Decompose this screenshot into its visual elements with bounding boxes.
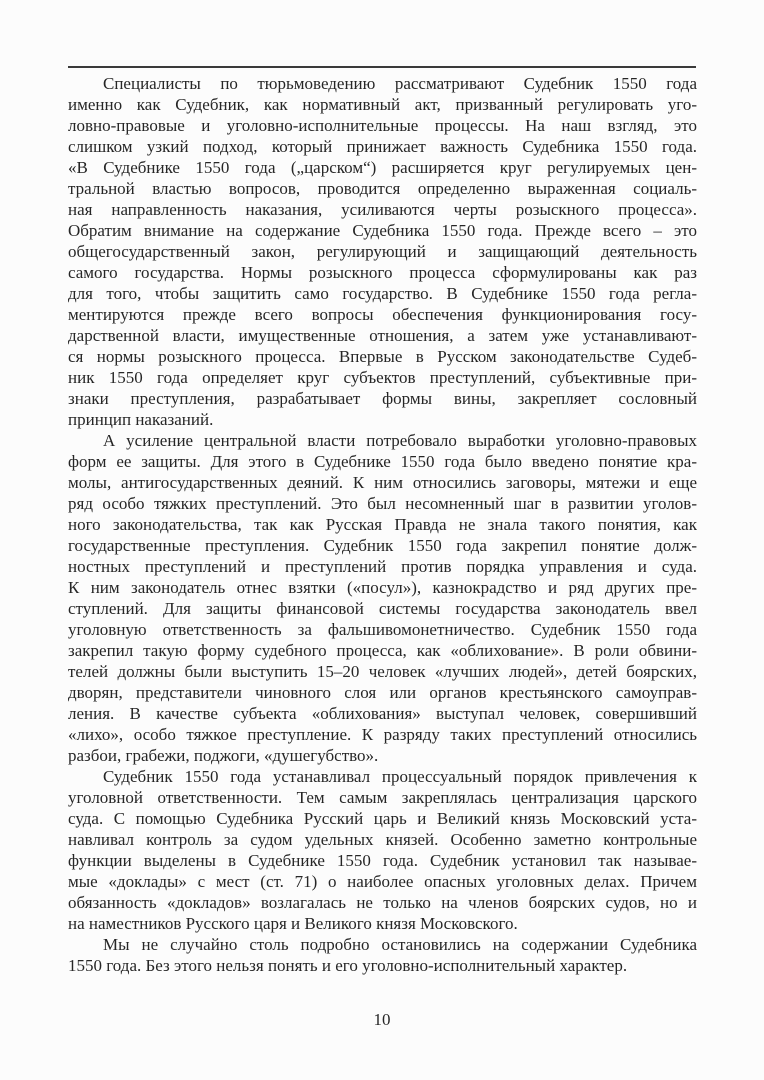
text-line: мые «доклады» с мест (ст. 71) о наиболее опасных уголовных делах. Причем bbox=[68, 872, 697, 891]
text-line: Мы не случайно столь подробно остановились на содержании Судебника bbox=[103, 935, 697, 954]
text-line: слишком узкий подход, который принижает важность Судебника 1550 года. bbox=[68, 137, 697, 156]
text-line: обязанность «докладов» возлагалась не только на членов боярских судов, но и bbox=[68, 893, 697, 912]
text-line: уголовную ответственность за фальшивомонетничество. Судебник 1550 года bbox=[68, 620, 697, 639]
text-line: Судебник 1550 года устанавливал процессуальный порядок привлечения к bbox=[103, 767, 697, 786]
text-line: разбои, грабежи, поджоги, «душегубство». bbox=[68, 746, 379, 765]
text-line: ного законодательства, так как Русская Правда не знала такого понятия, как bbox=[68, 515, 697, 534]
page-number: 10 bbox=[373, 1010, 391, 1029]
header-rule bbox=[68, 66, 696, 68]
text-line: ления. В качестве субъекта «облихования» выступал человек, совершивший bbox=[68, 704, 697, 723]
paragraph bbox=[68, 766, 697, 934]
text-line: ряд особо тяжких преступлений. Это был несомненный шаг в развитии уголов- bbox=[68, 494, 697, 513]
text-line: функции выделены в Судебнике 1550 года. Судебник установил так называе- bbox=[68, 851, 697, 870]
text-line: 1550 года. Без этого нельзя понять и его уголовно-исполнительный характер. bbox=[68, 956, 628, 975]
text-line: принцип наказаний. bbox=[68, 410, 214, 429]
text-line: именно как Судебник, как нормативный акт, призванный регулировать уго- bbox=[68, 95, 697, 114]
text-line: ник 1550 года определяет круг субъектов преступлений, субъективные при- bbox=[68, 368, 697, 387]
text-line: для того, чтобы защитить само государство. В Судебнике 1550 года регла- bbox=[68, 284, 697, 303]
text-line: суда. С помощью Судебника Русский царь и Великий князь Московский уста- bbox=[68, 809, 697, 828]
text-line: дарственной власти, имущественные отношения, а затем уже устанавливают- bbox=[68, 326, 697, 345]
text-line: на наместников Русского царя и Великого князя Московского. bbox=[68, 914, 518, 933]
text-line: ловно-правовые и уголовно-исполнительные процессы. На наш взгляд, это bbox=[68, 116, 697, 135]
text-line: тральной властью вопросов, проводится определенно выраженная социаль- bbox=[68, 179, 697, 198]
text-line: уголовной ответственности. Тем самым закреплялась централизация царского bbox=[68, 788, 697, 807]
text-line: ная направленность наказания, усиливаются черты розыскного процесса». bbox=[68, 200, 697, 219]
text-line: ся нормы розыскного процесса. Впервые в Русском законодательстве Судеб- bbox=[68, 347, 697, 366]
text-line: ментируются прежде всего вопросы обеспечения функционирования госу- bbox=[68, 305, 697, 324]
text-line: молы, антигосударственных деяний. К ним относились заговоры, мятежи и еще bbox=[68, 473, 697, 492]
text-line: навливал контроль за судом удельных князей. Особенно заметно контрольные bbox=[68, 830, 697, 849]
text-line: Специалисты по тюрьмоведению рассматривают Судебник 1550 года bbox=[103, 74, 697, 93]
text-line: «лихо», особо тяжкое преступление. К разряду таких преступлений относились bbox=[68, 725, 697, 744]
text-line: форм ее защиты. Для этого в Судебнике 1550 года было введено понятие кра- bbox=[68, 452, 697, 471]
text-line: государственные преступления. Судебник 1550 года закрепил понятие долж- bbox=[68, 536, 697, 555]
text-line: самого государства. Нормы розыскного процесса сформулированы как раз bbox=[68, 263, 697, 282]
text-line: телей должны были выступить 15–20 человек «лучших людей», детей боярских, bbox=[68, 662, 697, 681]
text-line: К ним законодатель отнес взятки («посул»), казнокрадство и ряд других пре- bbox=[68, 578, 697, 597]
text-block bbox=[68, 73, 697, 976]
text-line: закрепил такую форму судебного процесса, как «облихование». В роли обвини- bbox=[68, 641, 697, 660]
paragraph bbox=[68, 73, 697, 430]
text-line: знаки преступления, разрабатывает формы вины, закрепляет сословный bbox=[68, 389, 697, 408]
text-line: ступлений. Для защиты финансовой системы государства законодатель ввел bbox=[68, 599, 697, 618]
text-line: «В Судебнике 1550 года („царском“) расширяется круг регулируемых цен- bbox=[68, 158, 697, 177]
text-line: ностных преступлений и преступлений против порядка управления и суда. bbox=[68, 557, 697, 576]
paragraph bbox=[68, 934, 697, 976]
text-line: А усиление центральной власти потребовало выработки уголовно-правовых bbox=[103, 431, 697, 450]
paragraph bbox=[68, 430, 697, 766]
text-line: дворян, представители чиновного слоя или органов крестьянского самоуправ- bbox=[68, 683, 697, 702]
text-line: Обратим внимание на содержание Судебника 1550 года. Прежде всего – это bbox=[68, 221, 697, 240]
text-line: общегосударственный закон, регулирующий и защищающий деятельность bbox=[68, 242, 697, 261]
